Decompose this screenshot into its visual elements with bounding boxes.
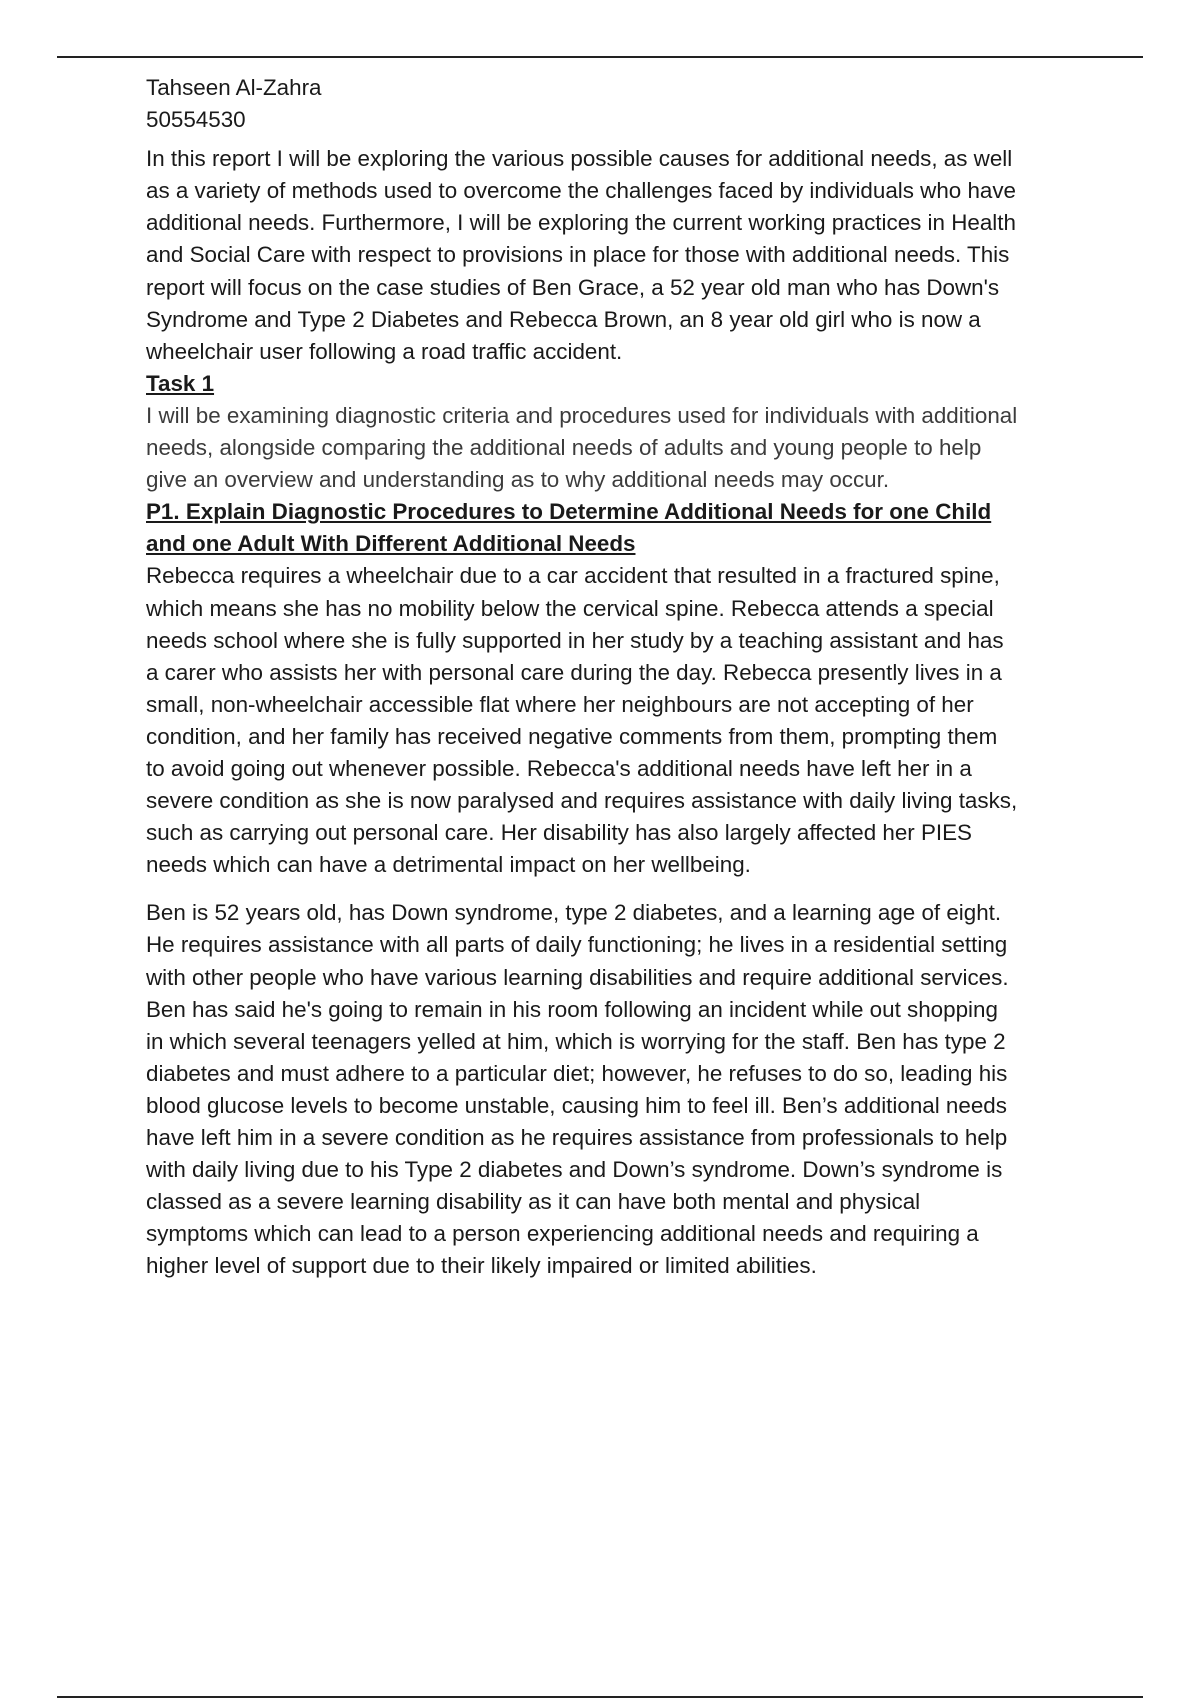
ben-line: diabetes and must adhere to a particular diet; however, he refuses to do so, leading his — [146, 1060, 1008, 1086]
rebecca-line: which means she has no mobility below the cervical spine. Rebecca attends a special — [146, 595, 994, 621]
intro-line: additional needs. Furthermore, I will be exploring the current working practices in Health — [146, 210, 1016, 236]
task-paragraph — [146, 400, 1096, 496]
rebecca-paragraph — [146, 560, 1096, 881]
intro-paragraph — [146, 143, 1096, 368]
author-name: Tahseen Al-Zahra — [146, 75, 322, 100]
intro-line: as a variety of methods used to overcome the challenges faced by individuals who have — [146, 178, 1017, 204]
ben-line: with other people who have various learning disabilities and require additional services. — [146, 964, 1009, 990]
rebecca-line: small, non-wheelchair accessible flat where her neighbours are not accepting of her — [146, 691, 974, 717]
ben-line: Ben has said he's going to remain in his room following an incident while out shopping — [146, 996, 998, 1022]
ben-line: in which several teenagers yelled at him, which is worrying for the staff. Ben has type 2 — [146, 1028, 1006, 1054]
rebecca-line: severe condition as she is now paralysed and requires assistance with daily living tasks, — [146, 788, 1018, 814]
ben-paragraph — [146, 897, 1096, 1282]
document-body — [146, 72, 1096, 1282]
intro-line: and Social Care with respect to provisions in place for those with additional needs. This — [146, 242, 1010, 268]
ben-line: blood glucose levels to become unstable, causing him to feel ill. Ben’s additional needs — [146, 1092, 1007, 1118]
rebecca-line: to avoid going out whenever possible. Rebecca's additional needs have left her in a — [146, 755, 972, 781]
rebecca-line: a carer who assists her with personal care during the day. Rebecca presently lives in a — [146, 659, 1002, 685]
rebecca-line: needs school where she is fully supported in her study by a teaching assistant and has — [146, 627, 1004, 653]
rebecca-line: needs which can have a detrimental impact on her wellbeing. — [146, 852, 751, 878]
intro-line: wheelchair user following a road traffic accident. — [146, 338, 623, 364]
task-line: I will be examining diagnostic criteria and procedures used for individuals with additional — [146, 402, 1018, 428]
ben-line: higher level of support due to their likely impaired or limited abilities. — [146, 1253, 817, 1279]
ben-line: have left him in a severe condition as he requires assistance from professionals to help — [146, 1125, 1008, 1150]
rebecca-line: such as carrying out personal care. Her disability has also largely affected her PIES — [146, 820, 972, 846]
ben-line: He requires assistance with all parts of daily functioning; he lives in a residential setting — [146, 932, 1008, 958]
bottom-rule — [57, 1696, 1143, 1698]
intro-line: Syndrome and Type 2 Diabetes and Rebecca Brown, an 8 year old girl who is now a — [146, 306, 981, 332]
top-rule — [57, 56, 1143, 58]
student-id: 50554530 — [146, 107, 246, 133]
rebecca-line: Rebecca requires a wheelchair due to a car accident that resulted in a fractured spine, — [146, 563, 1000, 589]
rebecca-line: condition, and her family has received negative comments from them, prompting them — [146, 723, 998, 749]
task-line: give an overview and understanding as to why additional needs may occur. — [146, 467, 890, 493]
intro-line: In this report I will be exploring the various possible causes for additional needs, as well — [146, 146, 1013, 172]
p1-heading-line: and one Adult With Different Additional Needs — [146, 531, 636, 557]
ben-line: symptoms which can lead to a person experiencing additional needs and requiring a — [146, 1221, 979, 1247]
task-line: needs, alongside comparing the additional needs of adults and young people to help — [146, 435, 982, 461]
ben-line: Ben is 52 years old, has Down syndrome, type 2 diabetes, and a learning age of eight. — [146, 900, 1002, 926]
task-heading: Task 1 — [146, 370, 215, 396]
p1-heading-line: P1. Explain Diagnostic Procedures to Determine Additional Needs for one Child — [146, 499, 992, 525]
p1-heading — [146, 496, 1096, 560]
ben-line: with daily living due to his Type 2 diabetes and Down’s syndrome. Down’s syndrome is — [146, 1157, 1003, 1183]
ben-line: classed as a severe learning disability as it can have both mental and physical — [146, 1189, 921, 1215]
intro-line: report will focus on the case studies of Ben Grace, a 52 year old man who has Down's — [146, 274, 1000, 300]
